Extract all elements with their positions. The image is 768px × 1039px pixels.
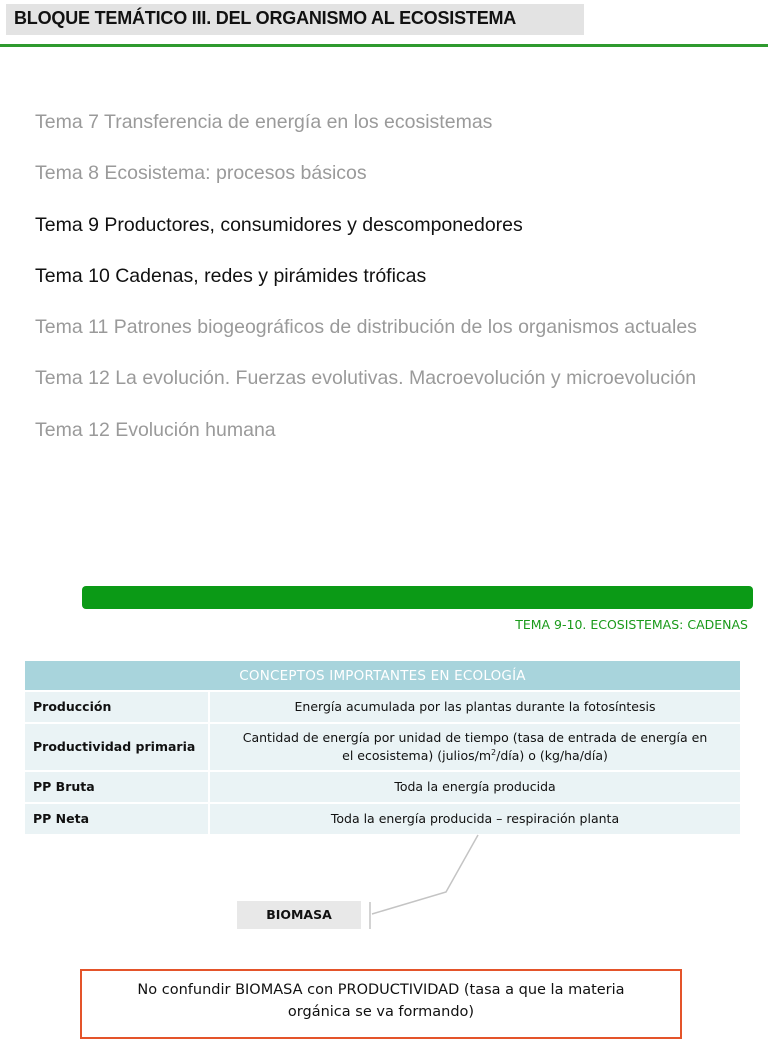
concepts-table (25, 661, 740, 834)
topic-item-10: Tema 10 Cadenas, redes y pirámides tróficas (35, 264, 427, 287)
table-title: CONCEPTOS IMPORTANTES EN ECOLOGÍA (25, 661, 740, 691)
page-title: BLOQUE TEMÁTICO III. DEL ORGANISMO AL ECOSISTEMA (14, 8, 517, 28)
topic-item-12-evolucion: Tema 12 La evolución. Fuerzas evolutivas. Macroevolución y microevolución (35, 367, 697, 390)
term-cell: PP Neta (25, 803, 209, 834)
definition-cell (209, 723, 740, 771)
topic-item-8: Tema 8 Ecosistema: procesos básicos (35, 162, 367, 185)
definition-cell: Toda la energía producida – respiración planta (209, 803, 740, 834)
superscript: 2 (491, 747, 497, 757)
header-divider (0, 44, 768, 47)
section-label: TEMA 9-10. ECOSISTEMAS: CADENAS (515, 617, 748, 632)
note-line1: No confundir BIOMASA con PRODUCTIVIDAD (tasa a que la materia (137, 982, 625, 998)
table-row (25, 803, 740, 834)
definition-cell: Energía acumulada por las plantas durante la fotosíntesis (209, 691, 740, 723)
definition-text-line2a: el ecosistema) (julios/m (342, 748, 492, 763)
topic-item-7: Tema 7 Transferencia de energía en los ecosistemas (35, 111, 493, 133)
biomasa-label: BIOMASA (237, 901, 361, 929)
table-row (25, 723, 740, 771)
term-cell: Productividad primaria (25, 723, 209, 771)
topic-item-9: Tema 9 Productores, consumidores y descomponedores (35, 213, 523, 236)
note-line2: orgánica se va formando) (287, 1004, 475, 1020)
section-bar (82, 586, 753, 609)
topic-item-12-humana: Tema 12 Evolución humana (35, 418, 276, 441)
table-row (25, 771, 740, 803)
definition-cell: Toda la energía producida (209, 771, 740, 803)
definition-text-line1: Cantidad de energía por unidad de tiempo (tasa de entrada de energía en (242, 730, 708, 745)
table-row (25, 691, 740, 723)
topic-list (35, 110, 697, 469)
warning-note (80, 969, 682, 1039)
term-cell: PP Bruta (25, 771, 209, 803)
topic-item-11: Tema 11 Patrones biogeográficos de distribución de los organismos actuales (35, 316, 697, 339)
definition-text-line2b: /día) o (kg/ha/día) (496, 748, 608, 763)
term-cell: Producción (25, 691, 209, 723)
